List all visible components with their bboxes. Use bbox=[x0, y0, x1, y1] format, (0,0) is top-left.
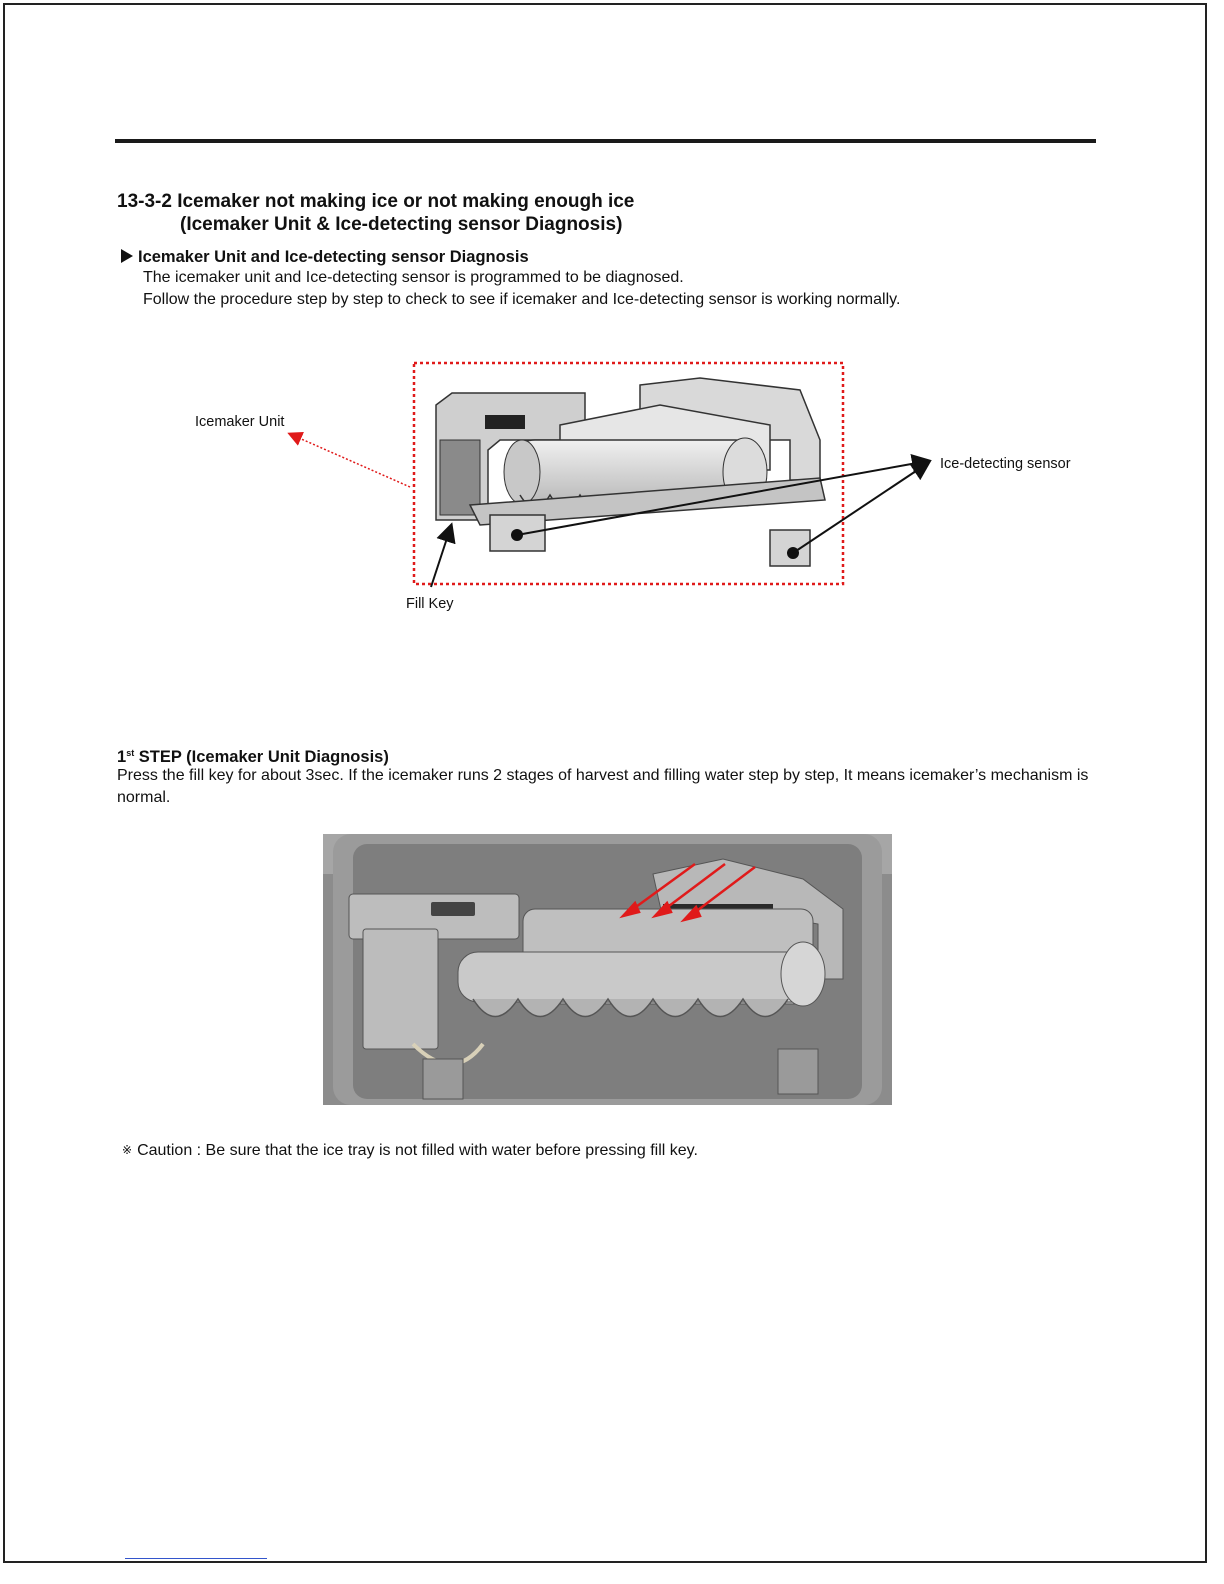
diagnosis-heading bbox=[121, 247, 529, 267]
reference-mark-icon: ※ bbox=[122, 1143, 133, 1157]
diagnosis-heading-text: Icemaker Unit and Ice-detecting sensor Diagnosis bbox=[138, 248, 529, 266]
step1-ordinal: 1 bbox=[117, 748, 127, 766]
diagnosis-line-2: Follow the procedure step by step to check to see if icemaker and Ice-detecting sensor is working normally. bbox=[143, 291, 901, 308]
caution-note bbox=[122, 1140, 698, 1161]
label-fill-key: Fill Key bbox=[406, 596, 454, 612]
diagnosis-line-1: The icemaker unit and Ice-detecting sensor is programmed to be diagnosed. bbox=[143, 269, 684, 286]
footer-line bbox=[125, 1558, 267, 1559]
caution-text: Caution : Be sure that the ice tray is not filled with water before pressing fill key. bbox=[137, 1142, 698, 1159]
play-triangle-icon bbox=[121, 249, 133, 263]
label-ice-detecting-sensor: Ice-detecting sensor bbox=[940, 456, 1071, 472]
header-rule bbox=[115, 139, 1096, 143]
section-subtitle: (Icemaker Unit & Ice-detecting sensor Diagnosis) bbox=[180, 214, 623, 235]
icemaker-photo bbox=[323, 834, 892, 1105]
section-title: 13-3-2 Icemaker not making ice or not making enough ice bbox=[117, 191, 635, 212]
step1-title bbox=[117, 743, 389, 767]
step1-ordinal-suffix: st bbox=[126, 748, 135, 758]
label-icemaker-unit: Icemaker Unit bbox=[195, 414, 285, 430]
step1-text: Press the fill key for about 3sec. If the icemaker runs 2 stages of harvest and filling water step by step, It means icemaker’s mechanism is normal. bbox=[117, 767, 1089, 806]
step1-title-text: STEP (Icemaker Unit Diagnosis) bbox=[138, 748, 389, 766]
